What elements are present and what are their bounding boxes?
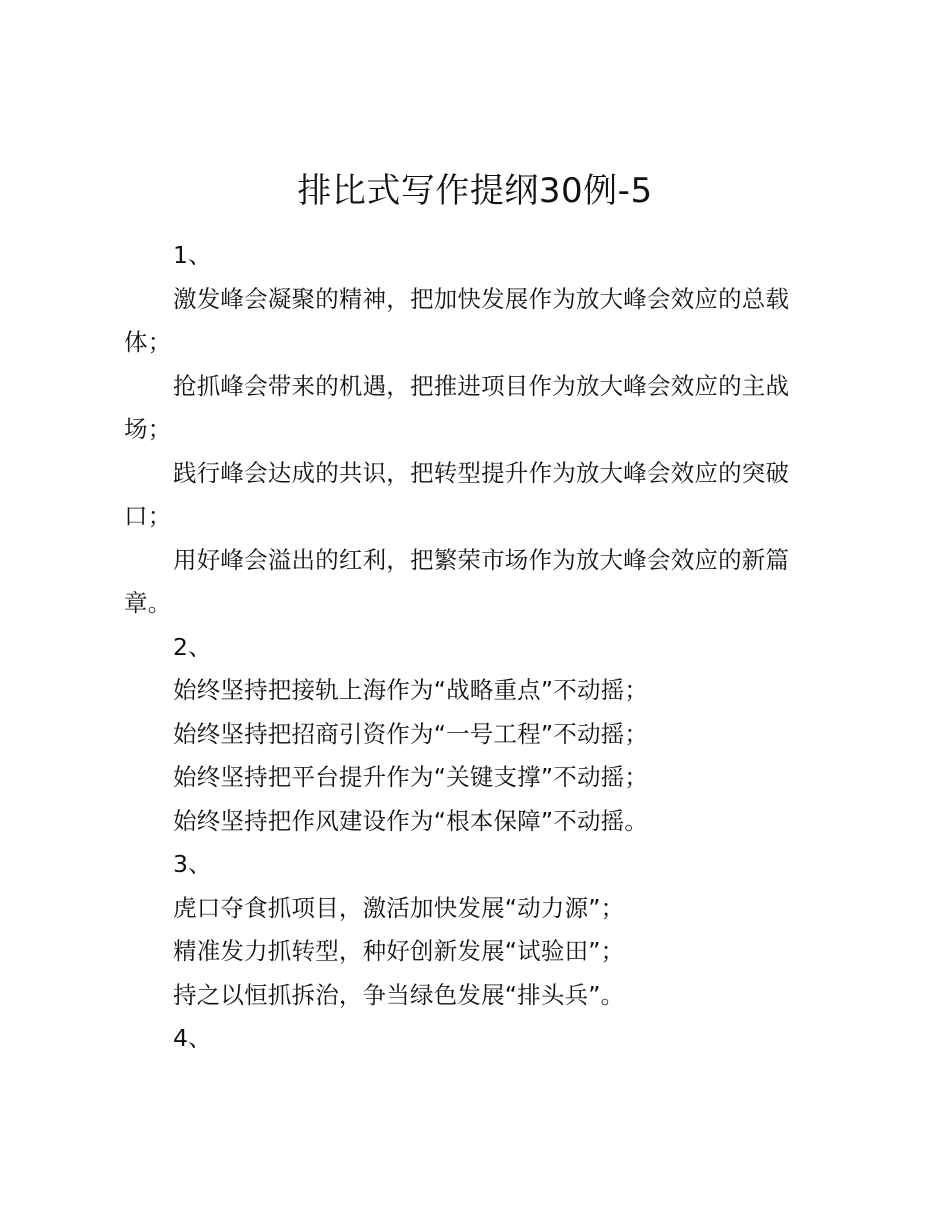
outline-item: 激发峰会凝聚的精神，把加快发展作为放大峰会效应的总载体；	[124, 284, 790, 356]
section-number: 3、	[173, 850, 212, 878]
section-number: 2、	[173, 632, 212, 661]
outline-item: 始终坚持把平台提升作为“关键支撑”不动摇；	[173, 763, 649, 791]
outline-item: 用好峰会溢出的红利，把繁荣市场作为放大峰会效应的新篇章。	[124, 545, 790, 617]
outline-item: 始终坚持把接轨上海作为“战略重点”不动摇；	[173, 676, 649, 704]
outline-item: 精准发力抓转型，种好创新发展“试验田”；	[173, 937, 625, 965]
document-body	[124, 234, 826, 1061]
section-number: 4、	[173, 1024, 212, 1052]
outline-item: 始终坚持把招商引资作为“一号工程”不动摇；	[173, 719, 649, 748]
outline-item: 持之以恒抓拆治，争当绿色发展“排头兵”。	[173, 980, 625, 1009]
outline-item: 践行峰会达成的共识，把转型提升作为放大峰会效应的突破口；	[124, 458, 790, 530]
document-title: 排比式写作提纲30例-5	[297, 171, 653, 211]
outline-item: 抢抓峰会带来的机遇，把推进项目作为放大峰会效应的主战场；	[124, 371, 790, 443]
outline-item: 始终坚持把作风建设作为“根本保障”不动摇。	[173, 806, 649, 835]
section-number: 1、	[173, 241, 212, 269]
outline-item: 虎口夺食抓项目，激活加快发展“动力源”；	[173, 893, 625, 922]
